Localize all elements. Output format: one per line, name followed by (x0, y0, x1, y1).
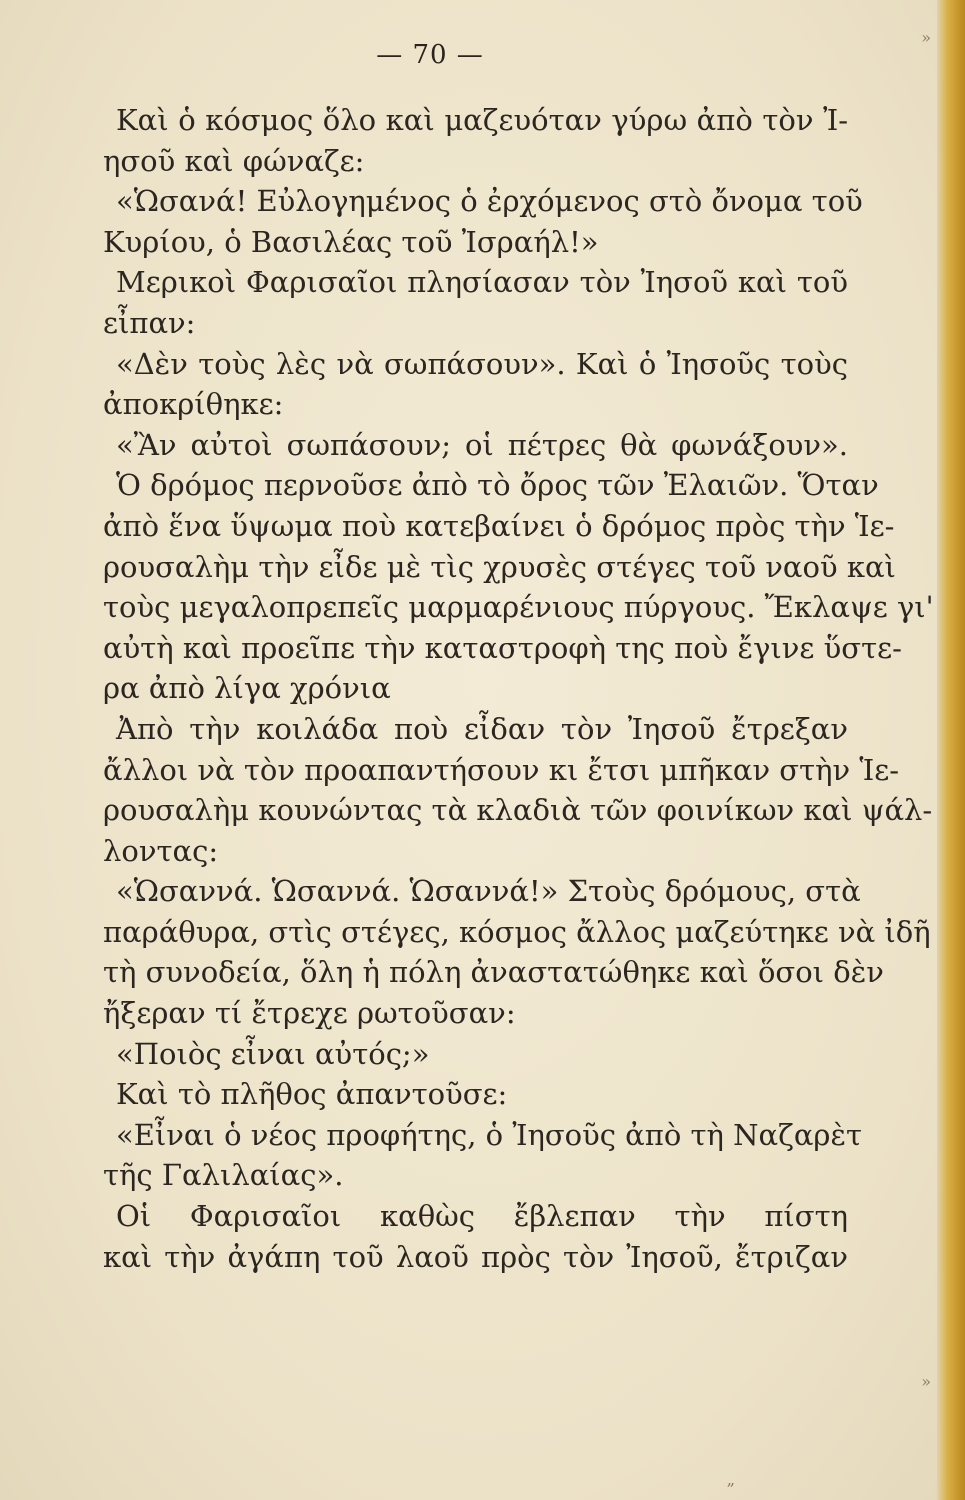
text-line: Ὁ δρόμος περνοῦσε ἀπὸ τὸ ὄρος τῶν Ἐλαιῶν. Ὅταν (116, 468, 879, 503)
text-line: Καὶ τὸ πλῆθος ἀπαντοῦσε: (116, 1077, 508, 1112)
text-line: Καὶ ὁ κόσμος ὅλο καὶ μαζευόταν γύρω ἀπὸ τὸν Ἰ- (116, 103, 848, 137)
text-line: «Ποιὸς εἶναι αὐτός;» (116, 1036, 430, 1071)
page-edge (937, 0, 965, 1500)
text-line: Κυρίου, ὁ Βασιλέας τοῦ Ἰσραήλ!» (103, 224, 599, 259)
text-line: «Ὡσαννά. Ὡσαννά. Ὡσαννά!» Στοὺς δρόμους, στὰ (116, 874, 861, 909)
text-line: «Δὲν τοὺς λὲς νὰ σωπάσουν». Καὶ ὁ Ἰησοῦς τοὺς (116, 346, 848, 381)
text-line: «Εἶναι ὁ νέος προφήτης, ὁ Ἰησοῦς ἀπὸ τὴ Ναζαρὲτ (116, 1117, 863, 1152)
body-text (103, 100, 934, 1277)
text-line: ρα ἀπὸ λίγα χρόνια (103, 671, 391, 706)
text-line: Ἀπὸ τὴν κοιλάδα ποὺ εἶδαν τὸν Ἰησοῦ ἔτρεξαν (116, 711, 848, 746)
text-line: εἶπαν: (103, 305, 196, 340)
text-line: τοὺς μεγαλοπρεπεῖς μαρμαρένιους πύργους. Ἔκλαψε γι' (103, 590, 934, 625)
text-line: τὴ συνοδεία, ὅλη ἡ πόλη ἀναστατώθηκε καὶ ὅσοι δὲν (103, 955, 884, 990)
text-line: Μερικοὶ Φαρισαῖοι πλησίασαν τὸν Ἰησοῦ καὶ τοῦ (116, 265, 848, 300)
text-line: καὶ τὴν ἀγάπη τοῦ λαοῦ πρὸς τὸν Ἰησοῦ, ἔτριζαν (103, 1239, 848, 1274)
text-line: ἀποκρίθηκε: (103, 387, 284, 422)
text-line: ρουσαλὴμ κουνώντας τὰ κλαδιὰ τῶν φοινίκων καὶ ψάλ- (103, 793, 933, 828)
text-line: Οἱ Φαρισαῖοι καθὼς ἔβλεπαν τὴν πίστη (116, 1199, 848, 1234)
text-line: ἤξεραν τί ἔτρεχε ρωτοῦσαν: (103, 996, 516, 1031)
edge-mark: „ (726, 1470, 735, 1489)
page-number: — 70 — (376, 40, 484, 70)
text-line: λοντας: (103, 833, 219, 868)
text-line: ρουσαλὴμ τὴν εἶδε μὲ τὶς χρυσὲς στέγες τοῦ ναοῦ καὶ (103, 549, 896, 584)
text-line: ησοῦ καὶ φώναζε: (103, 143, 365, 178)
text-line: ἄλλοι νὰ τὸν προαπαντήσουν κι ἔτσι μπῆκαν στὴν Ἱε- (103, 752, 900, 787)
text-line: «Ἂν αὐτοὶ σωπάσουν; οἱ πέτρες θὰ φωνάξουν». (116, 427, 848, 462)
edge-mark: » (921, 1372, 931, 1391)
text-line: παράθυρα, στὶς στέγες, κόσμος ἄλλος μαζεύτηκε νὰ ἰδῆ (103, 914, 931, 949)
text-line: αὐτὴ καὶ προεῖπε τὴν καταστροφὴ της ποὺ ἔγινε ὕστε- (103, 630, 902, 665)
text-line: τῆς Γαλιλαίας». (103, 1158, 344, 1193)
text-line: «Ὡσανά! Εὐλογημένος ὁ ἐρχόμενος στὸ ὄνομα τοῦ (116, 184, 863, 219)
edge-mark: » (921, 28, 931, 47)
text-line: ἀπὸ ἕνα ὕψωμα ποὺ κατεβαίνει ὁ δρόμος πρὸς τὴν Ἱε- (103, 508, 895, 543)
